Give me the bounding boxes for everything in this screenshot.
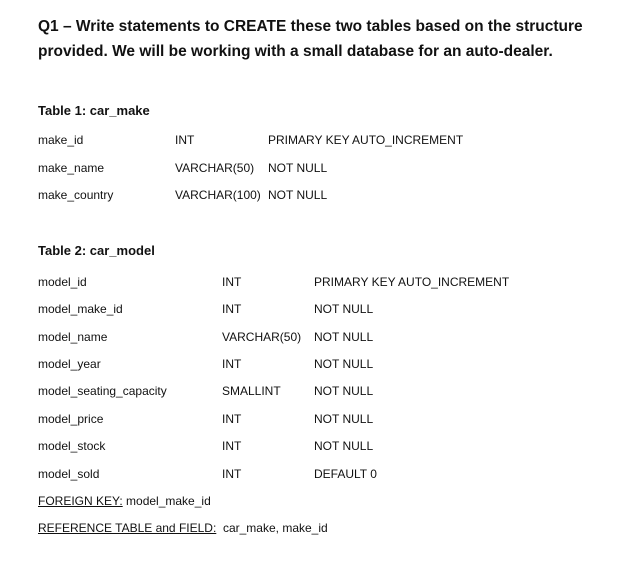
table1-title: Table 1: car_make xyxy=(38,103,150,118)
column-constraint: NOT NULL xyxy=(268,161,328,175)
column-name: model_year xyxy=(38,357,101,371)
column-constraint: NOT NULL xyxy=(268,188,328,202)
column-type: VARCHAR(50) xyxy=(175,161,255,175)
reference-line xyxy=(38,521,328,535)
table2-row xyxy=(0,302,625,322)
table2-row xyxy=(0,330,625,350)
column-name: model_id xyxy=(38,275,87,289)
table2-row xyxy=(0,357,625,377)
column-type: SMALLINT xyxy=(222,384,281,398)
column-type: VARCHAR(100) xyxy=(175,188,261,202)
foreign-key-label: FOREIGN KEY: xyxy=(38,494,123,508)
column-constraint: NOT NULL xyxy=(314,302,374,316)
column-constraint: NOT NULL xyxy=(314,439,374,453)
table2-title: Table 2: car_model xyxy=(38,243,155,258)
table2-row xyxy=(0,275,625,295)
column-name: model_make_id xyxy=(38,302,123,316)
column-constraint: PRIMARY KEY AUTO_INCREMENT xyxy=(314,275,510,289)
table1-row xyxy=(0,188,625,208)
foreign-key-line xyxy=(38,494,211,508)
column-type: VARCHAR(50) xyxy=(222,330,302,344)
column-name: make_id xyxy=(38,133,84,147)
column-name: model_stock xyxy=(38,439,106,453)
table1-row xyxy=(0,133,625,153)
column-type: INT xyxy=(222,467,242,481)
column-constraint: NOT NULL xyxy=(314,384,374,398)
column-constraint: NOT NULL xyxy=(314,330,374,344)
column-type: INT xyxy=(222,302,242,316)
table2-row xyxy=(0,467,625,487)
foreign-key-value: model_make_id xyxy=(122,494,211,508)
column-name: model_seating_capacity xyxy=(38,384,167,398)
table2-row xyxy=(0,412,625,432)
column-name: model_name xyxy=(38,330,108,344)
table2-row xyxy=(0,384,625,404)
column-name: model_sold xyxy=(38,467,100,481)
reference-value: car_make, make_id xyxy=(216,521,328,535)
question-heading: Q1 – Write statements to CREATE these two tables based on the structure provided. We will be working with a small database for an auto-dealer. xyxy=(38,18,583,60)
column-type: INT xyxy=(222,357,242,371)
column-type: INT xyxy=(222,275,242,289)
reference-label: REFERENCE TABLE and FIELD: xyxy=(38,521,217,535)
column-name: make_name xyxy=(38,161,105,175)
column-constraint: NOT NULL xyxy=(314,357,374,371)
column-constraint: DEFAULT 0 xyxy=(314,467,377,481)
table1-row xyxy=(0,161,625,181)
column-name: make_country xyxy=(38,188,114,202)
column-type: INT xyxy=(222,412,242,426)
column-type: INT xyxy=(175,133,195,147)
column-constraint: PRIMARY KEY AUTO_INCREMENT xyxy=(268,133,464,147)
column-constraint: NOT NULL xyxy=(314,412,374,426)
column-type: INT xyxy=(222,439,242,453)
column-name: model_price xyxy=(38,412,104,426)
table2-row xyxy=(0,439,625,459)
